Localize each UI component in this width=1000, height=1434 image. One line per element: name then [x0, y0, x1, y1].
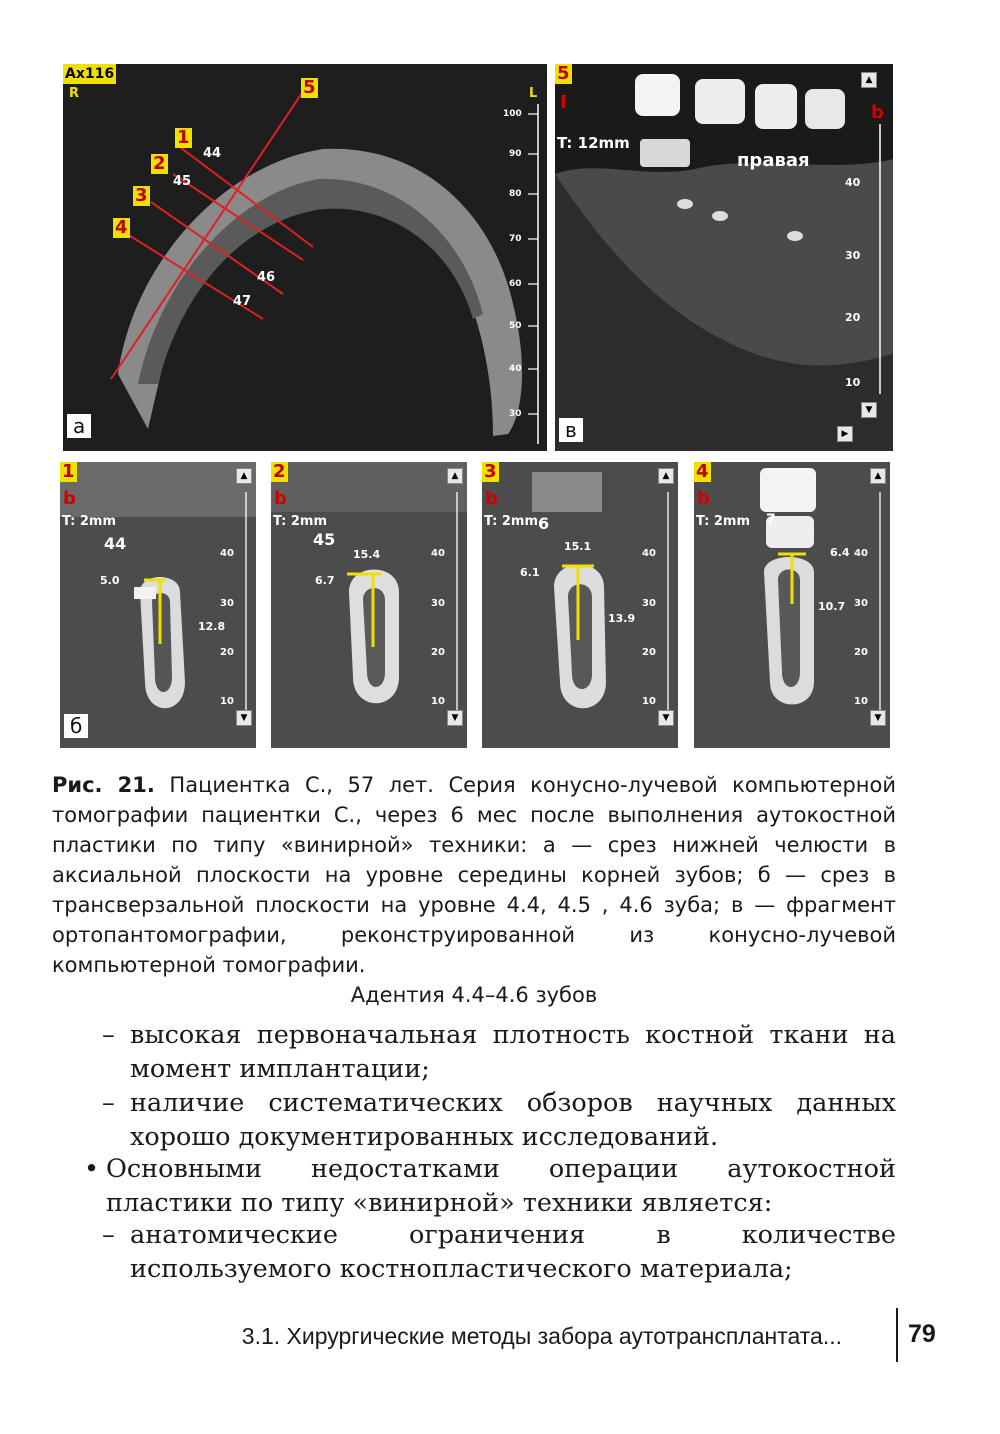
list-item	[102, 1018, 896, 1086]
ct-transversal-slice-1	[60, 462, 256, 748]
slice-2-thickness: T: 2mm	[273, 514, 328, 529]
panoramic-scroll-up-button[interactable]: ▲	[861, 72, 877, 88]
slice-4-measure-top: 6.4	[830, 546, 850, 559]
slice-number-3: 3	[135, 185, 148, 206]
slice-number-4: 4	[115, 217, 128, 238]
slice-4-thickness: T: 2mm	[696, 514, 751, 529]
panoramic-right-marker: b	[871, 102, 884, 123]
list-item-dash: –	[102, 1220, 115, 1250]
panoramic-scale-tick-20: 20	[845, 311, 861, 324]
panoramic-scroll-right-button[interactable]: ▶	[837, 426, 853, 442]
slice-4-tick-20: 20	[854, 647, 868, 658]
list-item-dash: –	[102, 1020, 115, 1050]
scale-tick-50: 50	[509, 321, 522, 331]
ct-transversal-slice-4	[694, 462, 890, 748]
slice-1-measure-side: 12.8	[198, 620, 226, 633]
scale-tick-30: 30	[509, 409, 522, 419]
tooth-label-44: 44	[203, 146, 222, 161]
slice-2-scroll-down-button[interactable]: ▼	[447, 710, 463, 726]
slice-number-5: 5	[303, 77, 316, 98]
slice-1-tick-10: 10	[220, 696, 234, 707]
orientation-right-marker: R	[69, 86, 80, 101]
list-item-text: анатомические ограничения в количестве используемого костнопластического материала;	[130, 1220, 896, 1284]
panoramic-scale-tick-10: 10	[845, 376, 861, 389]
list-item-bullet: •	[84, 1154, 100, 1184]
side-label: правая	[737, 150, 810, 171]
panoramic-left-marker: I	[560, 92, 567, 113]
ct-panoramic-panel	[555, 64, 893, 451]
slice-4-measure-side: 10.7	[818, 600, 846, 613]
slice-3-tick-40: 40	[642, 548, 656, 559]
slice-2-marker: b	[274, 488, 287, 509]
slice-4-scroll-down-button[interactable]: ▼	[870, 710, 886, 726]
slice-1-thickness: T: 2mm	[62, 514, 117, 529]
panel-a-label: а	[67, 414, 91, 438]
ct-transversal-slice-3	[482, 462, 678, 748]
slice-number-2: 2	[153, 153, 166, 174]
slice-3-measure-right: 13.9	[608, 612, 636, 625]
ct-axial-panel	[63, 64, 547, 451]
slice-1-marker: b	[63, 488, 76, 509]
slice-4-tick-30: 30	[854, 598, 868, 609]
panoramic-scale-tick-40: 40	[845, 176, 861, 189]
slice-3-tick-20: 20	[642, 647, 656, 658]
slice-4-tick-40: 40	[854, 548, 868, 559]
scale-tick-60: 60	[509, 279, 522, 289]
slice-2-tick-30: 30	[431, 598, 445, 609]
slice-3-tooth: 6	[538, 514, 550, 533]
slice-2-measure-top: 15.4	[353, 548, 381, 561]
slice-2-tick-10: 10	[431, 696, 445, 707]
slice-2-number: 2	[273, 462, 286, 482]
slice-4-marker: b	[697, 488, 710, 509]
panoramic-slice-number: 5	[557, 64, 570, 84]
slice-2-tick-40: 40	[431, 548, 445, 559]
list-item-text: наличие систематических обзоров научных данных хорошо документированных исследований.	[130, 1088, 896, 1152]
slice-1-tick-30: 30	[220, 598, 234, 609]
slice-1-measure-top: 5.0	[100, 574, 120, 587]
scale-tick-90: 90	[509, 149, 522, 159]
axial-tag: Ax116	[65, 66, 115, 82]
slice-3-scroll-down-button[interactable]: ▼	[658, 710, 674, 726]
list-item	[84, 1152, 896, 1220]
figure-caption	[52, 770, 896, 1010]
slice-3-scroll-up-button[interactable]: ▲	[658, 468, 674, 484]
panoramic-thickness: T: 12mm	[557, 134, 630, 152]
scale-tick-100: 100	[503, 109, 522, 119]
scale-tick-40: 40	[509, 364, 522, 374]
ct-transversal-slice-2	[271, 462, 467, 748]
slice-4-tick-10: 10	[854, 696, 868, 707]
slice-3-marker: b	[485, 488, 498, 509]
slice-2-tooth: 45	[313, 530, 336, 549]
panoramic-scroll-down-button[interactable]: ▼	[861, 402, 877, 418]
slice-1-scroll-down-button[interactable]: ▼	[236, 710, 252, 726]
caption-last-line: Адентия 4.4–4.6 зубов	[350, 983, 598, 1007]
slice-4-tooth: 7	[766, 512, 776, 528]
slice-3-number: 3	[484, 462, 497, 482]
slice-2-tick-20: 20	[431, 647, 445, 658]
list-item-text: высокая первоначальная плотность костной ткани на момент имплантации;	[130, 1020, 896, 1084]
slice-2-scroll-up-button[interactable]: ▲	[447, 468, 463, 484]
list-item-text: Основными недостатками операции аутокостной пластики по типу «винирной» техники является:	[106, 1154, 896, 1218]
slice-3-tick-30: 30	[642, 598, 656, 609]
slice-4-number: 4	[696, 462, 709, 482]
scale-tick-70: 70	[509, 234, 522, 244]
list-item	[102, 1086, 896, 1154]
caption-text: Пациентка С., 57 лет. Серия конусно-лучевой компьютерной томографии пациентки С., через 6 мес после выполнения аутокостной пластики по типу «винирной» техники: а — срез нижней челюсти в аксиальной плоскости на уровне середины корней зубов; б — срез в трансверзальной плоскости на уровне 4.4, 4.5 , 4.6 зуба; в — фрагмент ортопантомографии, реконструированной из конусно-лучевой компьютерной томографии.	[52, 773, 896, 977]
list-item	[102, 1218, 896, 1286]
slice-4-scroll-up-button[interactable]: ▲	[870, 468, 886, 484]
slice-number-1: 1	[177, 127, 190, 148]
page-number: 79	[908, 1320, 936, 1348]
slice-2-measure-side: 6.7	[315, 574, 335, 587]
scale-tick-80: 80	[509, 189, 522, 199]
slice-1-tick-20: 20	[220, 647, 234, 658]
panel-v-label: в	[559, 418, 583, 442]
list-item-dash: –	[102, 1088, 115, 1118]
slice-3-thickness: T: 2mm	[484, 514, 539, 529]
tooth-label-47: 47	[233, 294, 252, 309]
slice-3-measure-top: 15.1	[564, 540, 592, 553]
panel-b-label: б	[64, 714, 88, 738]
footer-divider	[896, 1308, 898, 1362]
orientation-left-marker: L	[529, 86, 538, 101]
slice-1-tooth: 44	[104, 534, 127, 553]
axial-jaw-image	[63, 64, 547, 451]
slice-3-tick-10: 10	[642, 696, 656, 707]
slice-1-tick-40: 40	[220, 548, 234, 559]
tooth-label-46: 46	[257, 270, 276, 285]
running-title: 3.1. Хирургические методы забора аутотрансплантата...	[241, 1323, 842, 1349]
caption-label: Рис. 21.	[52, 773, 155, 797]
slice-1-number: 1	[62, 462, 75, 482]
slice-3-measure-side: 6.1	[520, 566, 540, 579]
panoramic-scale-tick-30: 30	[845, 249, 861, 262]
tooth-label-45: 45	[173, 174, 192, 189]
slice-1-scroll-up-button[interactable]: ▲	[236, 468, 252, 484]
panoramic-image	[555, 64, 893, 451]
